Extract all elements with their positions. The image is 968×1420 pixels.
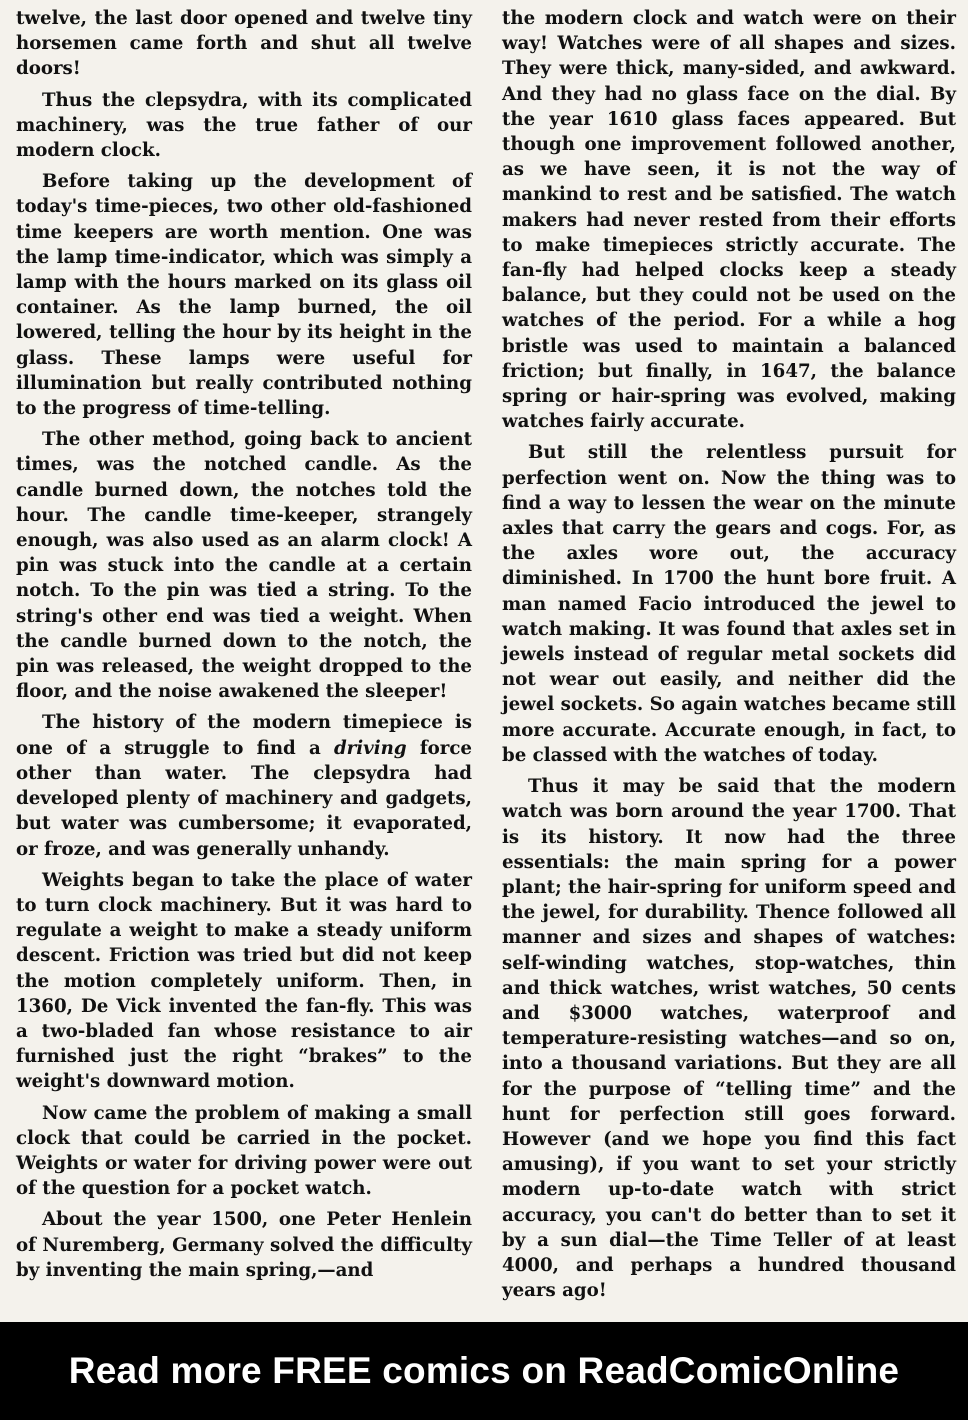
paragraph: About the year 1500, one Peter Henlein of Nuremberg, Germany solved the difficulty by inventing the main spring,—and (16, 1209, 472, 1281)
paragraph: twelve, the last door opened and twelve tiny horsemen came forth and shut all twelve doors! (16, 8, 472, 80)
paragraph: But still the relentless pursuit for perfection went on. Now the thing was to find a way to lessen the wear on the minute axles that carry the gears and cogs. For, as the axles wore out, the accuracy diminished. In 1700 the hunt bore fruit. A man named Facio introduced the jewel to watch making. It was found that axles set in jewels instead of regular metal sockets did not wear out easily, and neither did the jewel sockets. So again watches became still more accurate. Accurate enough, in fact, to be classed with the watches of today. (502, 442, 956, 766)
emphasized-word: driving (333, 737, 407, 759)
paragraph-text: The history of the modern timepiece is one of a struggle to find a (16, 712, 472, 759)
paragraph (16, 710, 472, 861)
paragraph: The other method, going back to ancient times, was the notched candle. As the candle burned down, the notches told the hour. The candle time-keeper, strangely enough, was also used as an alarm clock! A pin was stuck into the candle at a certain notch. To the pin was tied a string. To the string's other end was tied a weight. When the candle burned down to the notch, the pin was released, the weight dropped to the floor, and the noise awakened the sleeper! (16, 429, 472, 703)
promo-banner-text[interactable]: Read more FREE comics on ReadComicOnline (68, 1350, 900, 1391)
paragraph: Weights began to take the place of water to turn clock machinery. But it was hard to regulate a weight to make a steady uniform descent. Friction was tried but did not keep the motion completely uniform. Then, in 1360, De Vick invented the fan-fly. This was a two-bladed fan whose resistance to air furnished just the right “brakes” to the weight's downward motion. (16, 869, 472, 1093)
paragraph: Now came the problem of making a small clock that could be carried in the pocket. Weights or water for driving power were out of the question for a pocket watch. (16, 1102, 472, 1200)
promo-banner[interactable] (0, 1322, 968, 1420)
right-column (502, 6, 956, 1309)
paragraph: Thus the clepsydra, with its complicated machinery, was the true father of our modern clock. (16, 89, 472, 162)
paragraph: Before taking up the development of today's time-pieces, two other old-fashioned time keepers are worth mention. One was the lamp time-indicator, which was simply a lamp with the hours marked on its glass oil container. As the lamp burned, the oil lowered, telling the hour by its height in the glass. These lamps were useful for illumination but really contributed nothing to the progress of time-telling. (16, 171, 472, 420)
paragraph: Thus it may be said that the modern watch was born around the year 1700. That is its history. It now had the three essentials: the main spring for a power plant; the hair-spring for uniform speed and the jewel, for durability. Thence followed all manner and sizes and shapes of watches: self-winding watches, stop-watches, thin and thick watches, wrist watches, 50 cents and $3000 watches, waterproof and temperature-resisting watches—and so on, into a thousand variations. But they are all for the purpose of “telling time” and the hunt for perfection still goes forward. However (and we hope you find this fact amusing), if you want to set your strictly modern up-to-date watch with strict accuracy, you can't do better than to set it by a sun dial—the Time Teller of at least 4000, and perhaps a hundred thousand years ago! (502, 776, 956, 1302)
paragraph-text: force other than water. The clepsydra had developed plenty of machinery and gadgets, but water was cumbersome; it evaporated, or froze, and was generally unhandy. (16, 737, 472, 860)
left-column (16, 6, 472, 1289)
paragraph: the modern clock and watch were on their way! Watches were of all shapes and sizes. They were thick, many-sided, and awkward. And they had no glass face on the dial. By the year 1610 glass faces appeared. But though one improvement followed another, as we have seen, it is not the way of mankind to rest and be satisfied. The watch makers had never rested from their efforts to make timepieces strictly accurate. The fan-fly had helped clocks keep a steady balance, but they could not be used on the watches of the period. For a while a hog bristle was used to maintain a balanced friction; but finally, in 1647, the balance spring or hair-spring was evolved, making watches fairly accurate. (502, 8, 956, 433)
